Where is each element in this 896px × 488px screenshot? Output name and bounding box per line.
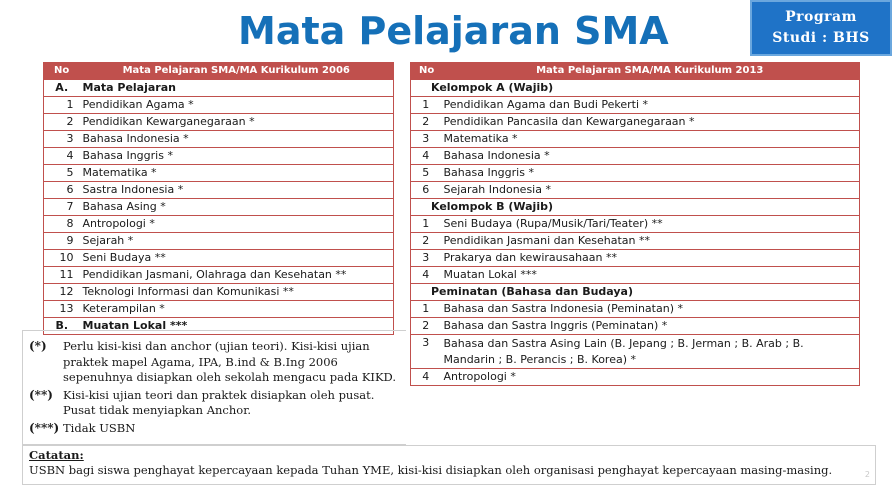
row-label: Bahasa dan Sastra Indonesia (Peminatan) *	[441, 301, 860, 318]
group-row	[411, 199, 860, 216]
table-row	[44, 284, 394, 301]
group-label: Kelompok B (Wajib)	[411, 199, 860, 216]
row-no: 12	[44, 284, 80, 301]
row-label: Seni Budaya **	[80, 250, 394, 267]
row-label: Pendidikan Agama *	[80, 97, 394, 114]
table-row	[411, 250, 860, 267]
row-no: 1	[411, 301, 441, 318]
group-row	[411, 284, 860, 301]
row-label: Sastra Indonesia *	[80, 182, 394, 199]
row-no: 1	[44, 97, 80, 114]
note-text: Perlu kisi-kisi dan anchor (ujian teori). Kisi-kisi ujian praktek mapel Agama, IPA, B.ind & B.Ing 2006 sepenuhnya disiapkan oleh sekolah mengacu pada KIKD.	[63, 339, 397, 384]
catatan-label: Catatan:	[29, 448, 84, 462]
row-label: Pendidikan Pancasila dan Kewarganegaraan *	[441, 114, 860, 131]
row-no: 3	[411, 335, 441, 369]
row-label: Keterampilan *	[80, 301, 394, 318]
header-no: No	[411, 63, 441, 80]
row-no: 1	[411, 97, 441, 114]
notes-box	[22, 330, 406, 445]
row-no: 5	[411, 165, 441, 182]
row-label: Matematika *	[80, 165, 394, 182]
row-no: 8	[44, 216, 80, 233]
row-label: Teknologi Informasi dan Komunikasi **	[80, 284, 394, 301]
section-no: A.	[44, 80, 80, 97]
table-row	[411, 216, 860, 233]
badge-line-2: Studi : BHS	[772, 30, 870, 46]
row-no: 13	[44, 301, 80, 318]
row-label: Matematika *	[441, 131, 860, 148]
row-label: Bahasa Inggris *	[80, 148, 394, 165]
catatan-text: USBN bagi siswa penghayat kepercayaan kepada Tuhan YME, kisi-kisi disiapkan oleh organisasi penghayat kepercayaan masing-masing.	[29, 463, 833, 477]
row-label: Prakarya dan kewirausahaan **	[441, 250, 860, 267]
row-no: 6	[44, 182, 80, 199]
section-no: B.	[44, 318, 80, 335]
row-no: 3	[44, 131, 80, 148]
table-row	[411, 267, 860, 284]
table-row	[44, 250, 394, 267]
table-row	[44, 114, 394, 131]
row-label: Sejarah *	[80, 233, 394, 250]
note-item	[23, 421, 406, 437]
row-label: Bahasa dan Sastra Inggris (Peminatan) *	[441, 318, 860, 335]
row-label: Bahasa Indonesia *	[441, 148, 860, 165]
table-row	[411, 318, 860, 335]
table-row	[44, 199, 394, 216]
row-label: Antropologi *	[80, 216, 394, 233]
header-subject: Mata Pelajaran SMA/MA Kurikulum 2013	[441, 63, 860, 80]
row-label: Sejarah Indonesia *	[441, 182, 860, 199]
table-row	[44, 267, 394, 284]
row-label: Muatan Lokal ***	[441, 267, 860, 284]
page-title: Mata Pelajaran SMA	[238, 9, 669, 53]
row-no: 2	[44, 114, 80, 131]
row-no: 2	[411, 318, 441, 335]
table-row	[44, 97, 394, 114]
note-item	[23, 388, 406, 419]
section-label: Muatan Lokal ***	[80, 318, 394, 335]
table-kurikulum-2006	[43, 62, 394, 335]
row-no: 4	[411, 148, 441, 165]
group-label: Peminatan (Bahasa dan Budaya)	[411, 284, 860, 301]
table-row	[44, 131, 394, 148]
row-label: Bahasa Asing *	[80, 199, 394, 216]
table-row	[411, 335, 860, 369]
row-no: 5	[44, 165, 80, 182]
table-header-row	[411, 63, 860, 80]
catatan-box	[22, 445, 876, 485]
row-no: 4	[44, 148, 80, 165]
row-no: 10	[44, 250, 80, 267]
table-row	[44, 182, 394, 199]
row-no: 3	[411, 250, 441, 267]
section-label: Mata Pelajaran	[80, 80, 394, 97]
row-label: Pendidikan Jasmani dan Kesehatan **	[441, 233, 860, 250]
table-row	[411, 369, 860, 386]
row-label: Pendidikan Agama dan Budi Pekerti *	[441, 97, 860, 114]
row-no: 7	[44, 199, 80, 216]
note-mark: (**)	[29, 387, 53, 402]
table-row	[44, 216, 394, 233]
row-no: 9	[44, 233, 80, 250]
table-row	[411, 233, 860, 250]
section-row	[44, 80, 394, 97]
note-text: Kisi-kisi ujian teori dan praktek disiapkan oleh pusat. Pusat tidak menyiapkan Anchor.	[63, 387, 375, 417]
note-mark: (***)	[29, 420, 60, 435]
program-badge	[750, 0, 892, 56]
table-row	[44, 233, 394, 250]
table-row	[411, 165, 860, 182]
table-row	[411, 182, 860, 199]
row-label: Antropologi *	[441, 369, 860, 386]
row-label: Bahasa dan Sastra Asing Lain (B. Jepang ; B. Jerman ; B. Arab ; B. Mandarin ; B. Perancis ; B. Korea) *	[441, 335, 860, 369]
table-row	[411, 301, 860, 318]
table-row	[411, 131, 860, 148]
row-no: 1	[411, 216, 441, 233]
row-no: 3	[411, 131, 441, 148]
row-label: Seni Budaya (Rupa/Musik/Tari/Teater) **	[441, 216, 860, 233]
page-number: 2	[864, 470, 870, 479]
row-label: Bahasa Indonesia *	[80, 131, 394, 148]
table-kurikulum-2013	[410, 62, 860, 386]
row-no: 4	[411, 369, 441, 386]
table-header-row	[44, 63, 394, 80]
row-no: 4	[411, 267, 441, 284]
row-label: Pendidikan Jasmani, Olahraga dan Kesehatan **	[80, 267, 394, 284]
note-text: Tidak USBN	[63, 420, 136, 435]
note-mark: (*)	[29, 339, 47, 353]
table-row	[411, 148, 860, 165]
table-row	[44, 301, 394, 318]
table-row	[411, 97, 860, 114]
table-row	[44, 165, 394, 182]
row-label: Pendidikan Kewarganegaraan *	[80, 114, 394, 131]
badge-line-1: Program	[785, 9, 857, 25]
row-no: 2	[411, 233, 441, 250]
note-item	[23, 339, 406, 386]
row-no: 2	[411, 114, 441, 131]
row-no: 6	[411, 182, 441, 199]
header-subject: Mata Pelajaran SMA/MA Kurikulum 2006	[80, 63, 394, 80]
group-label: Kelompok A (Wajib)	[411, 80, 860, 97]
header-no: No	[44, 63, 80, 80]
table-row	[44, 148, 394, 165]
table-row	[411, 114, 860, 131]
row-label: Bahasa Inggris *	[441, 165, 860, 182]
row-no: 11	[44, 267, 80, 284]
group-row	[411, 80, 860, 97]
